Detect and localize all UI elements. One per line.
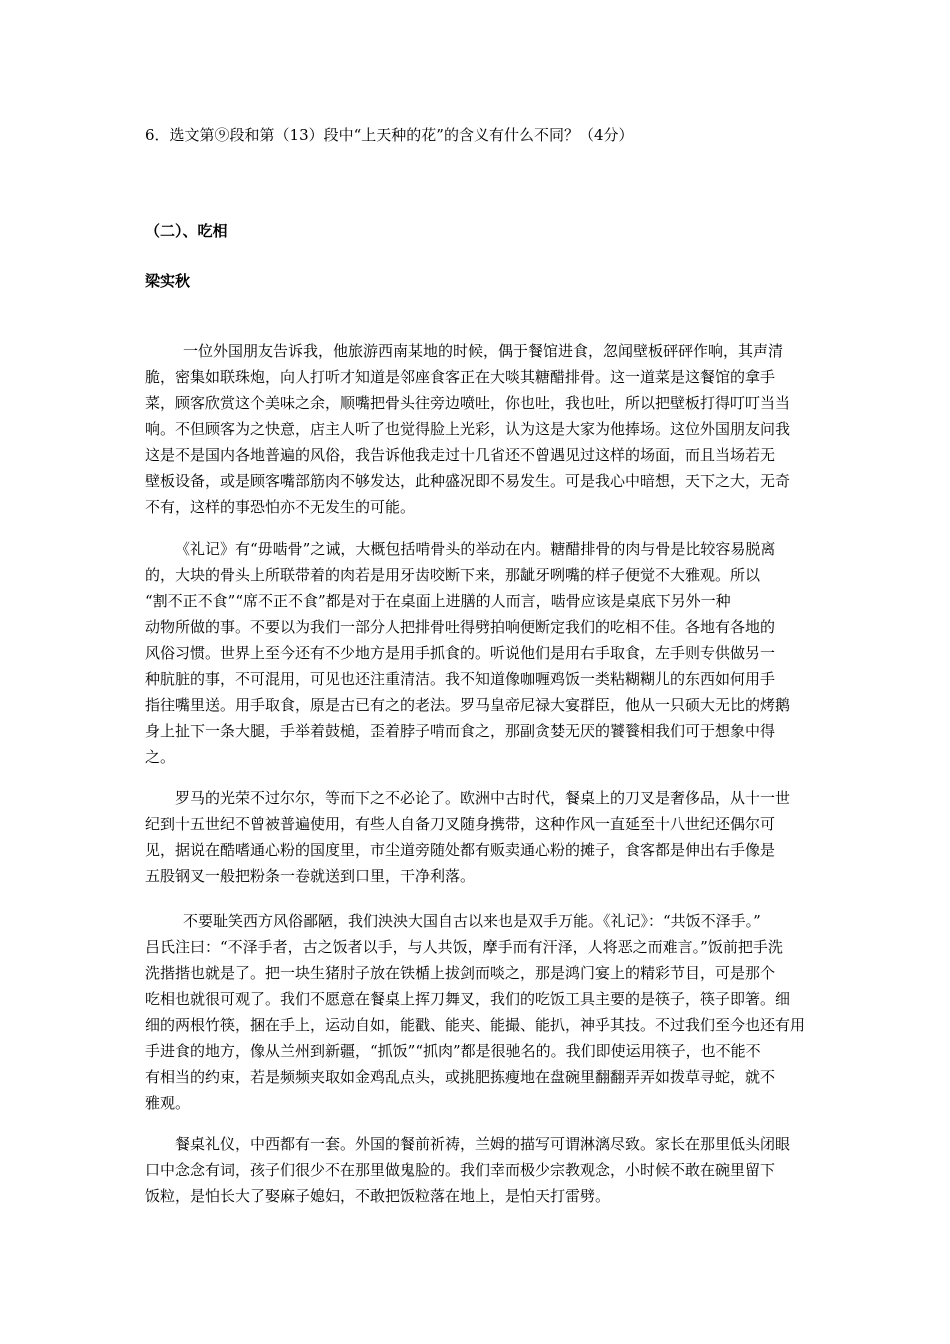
paragraph-5 (145, 1131, 807, 1209)
author-name: 梁实秋 (145, 272, 191, 290)
paragraph-line: 壁板设备，或是顾客嘴部筋肉不够发达，此种盛况即不易发生。可是我心中暗想，天下之大，无奇 (145, 472, 791, 490)
paragraph-line: 菜，顾客欣赏这个美味之余，顺嘴把骨头往旁边喷吐，你也吐，我也吐，所以把壁板打得叮叮当当 (145, 394, 791, 412)
paragraph-line: 雅观。 (145, 1094, 191, 1112)
paragraph-line: 动物所做的事。不要以为我们一部分人把排骨吐得劈拍响便断定我们的吃相不佳。各地有各地的 (145, 618, 776, 636)
paragraph-line: 不要耻笑西方风俗鄙陋，我们泱泱大国自古以来也是双手万能。《礼记》：“共饭不泽手。” (183, 912, 761, 930)
paragraph-line: 餐桌礼仪，中西都有一套。外国的餐前祈祷，兰姆的描写可谓淋漓尽致。家长在那里低头闭眼 (175, 1135, 791, 1153)
paragraph-line: 口中念念有词，孩子们很少不在那里做鬼脸的。我们幸而极少宗教观念，小时候不敢在碗里留下 (145, 1161, 776, 1179)
paragraph-2 (145, 536, 807, 770)
paragraph-line: 之。 (145, 748, 176, 766)
paragraph-line: 细的两根竹筷，捆在手上，运动自如，能戳、能夹、能撮、能扒，神乎其技。不过我们至今也还有用 (145, 1016, 806, 1034)
paragraph-line: 种肮脏的事，不可混用，可见也还注重清洁。我不知道像咖喱鸡饭一类粘糊糊儿的东西如何用手 (145, 670, 776, 688)
paragraph-line: 五股钢叉一般把粉条一卷就送到口里，干净利落。 (145, 867, 476, 885)
paragraph-line: 手进食的地方，像从兰州到新疆，“抓饭”“抓肉”都是很驰名的。我们即使运用筷子，也不能不 (145, 1042, 761, 1060)
paragraph-line: 这是不是国内各地普遍的风俗，我告诉他我走过十几省还不曾遇见过这样的场面，而且当场若无 (145, 446, 776, 464)
paragraph-4 (145, 908, 807, 1116)
paragraph-line: 身上扯下一条大腿，手举着鼓槌，歪着脖子啃而食之，那副贪婪无厌的饕餮相我们可于想象中得 (145, 722, 776, 740)
paragraph-line: 纪到十五世纪不曾被普遍使用，有些人自备刀叉随身携带，这种作风一直延至十八世纪还偶尔可 (145, 815, 776, 833)
paragraph-line: 脆，密集如联珠炮，向人打听才知道是邻座食客正在大啖其糖醋排骨。这一道菜是这餐馆的拿手 (145, 368, 776, 386)
paragraph-line: 指往嘴里送。用手取食，原是古已有之的老法。罗马皇帝尼禄大宴群臣，他从一只硕大无比的烤鹅 (145, 696, 791, 714)
paragraph-line: 风俗习惯。世界上至今还有不少地方是用手抓食的。听说他们是用右手取食，左手则专供做另一 (145, 644, 776, 662)
paragraph-1 (145, 338, 807, 520)
paragraph-line: 响。不但顾客为之快意，店主人听了也觉得脸上光彩，认为这是大家为他捧场。这位外国朋友问我 (145, 420, 791, 438)
paragraph-3 (145, 785, 807, 889)
paragraph-line: 有相当的约束，若是频频夹取如金鸡乱点头，或挑肥拣瘦地在盘碗里翻翻弄弄如拨草寻蛇，就不 (145, 1068, 776, 1086)
paragraph-line: 的，大块的骨头上所联带着的肉若是用牙齿咬断下来，那龇牙咧嘴的样子便觉不大雅观。所以 (145, 566, 761, 584)
paragraph-line: 吕氏注曰：“不泽手者，古之饭者以手，与人共饭，摩手而有汗泽，人将恶之而难言。”饭前把手洗 (145, 938, 783, 956)
paragraph-line: 不有，这样的事恐怕亦不无发生的可能。 (145, 498, 416, 516)
paragraph-line: “割不正不食”“席不正不食”都是对于在桌面上进膳的人而言，啮骨应该是桌底下另外一种 (145, 592, 731, 610)
paragraph-line: 《礼记》有“毋啮骨”之诫，大概包括啃骨头的举动在内。糖醋排骨的肉与骨是比较容易脱离 (175, 540, 776, 558)
paragraph-line: 饭粒，是怕长大了娶麻子媳妇，不敢把饭粒落在地上，是怕天打雷劈。 (145, 1187, 611, 1205)
paragraph-line: 见，据说在酷嗜通心粉的国度里，市尘道旁随处都有贩卖通心粉的摊子，食客都是伸出右手像是 (145, 841, 776, 859)
paragraph-line: 洗揩揩也就是了。把一块生猪肘子放在铁楯上拔剑而啖之，那是鸿门宴上的精彩节目，可是那个 (145, 964, 776, 982)
paragraph-line: 吃相也就很可观了。我们不愿意在餐桌上挥刀舞叉，我们的吃饭工具主要的是筷子，筷子即箸。细 (145, 990, 791, 1008)
paragraph-line: 一位外国朋友告诉我，他旅游西南某地的时候，偶于餐馆进食，忽闻壁板砰砰作响，其声清 (183, 342, 784, 360)
question-6: 6．选文第⑨段和第（13）段中“上天种的花”的含义有什么不同？（4分） (145, 126, 634, 144)
paragraph-line: 罗马的光荣不过尔尔，等而下之不必论了。欧洲中古时代，餐桌上的刀叉是奢侈品，从十一世 (175, 789, 791, 807)
section-title: （二）、吃相 (145, 222, 228, 240)
